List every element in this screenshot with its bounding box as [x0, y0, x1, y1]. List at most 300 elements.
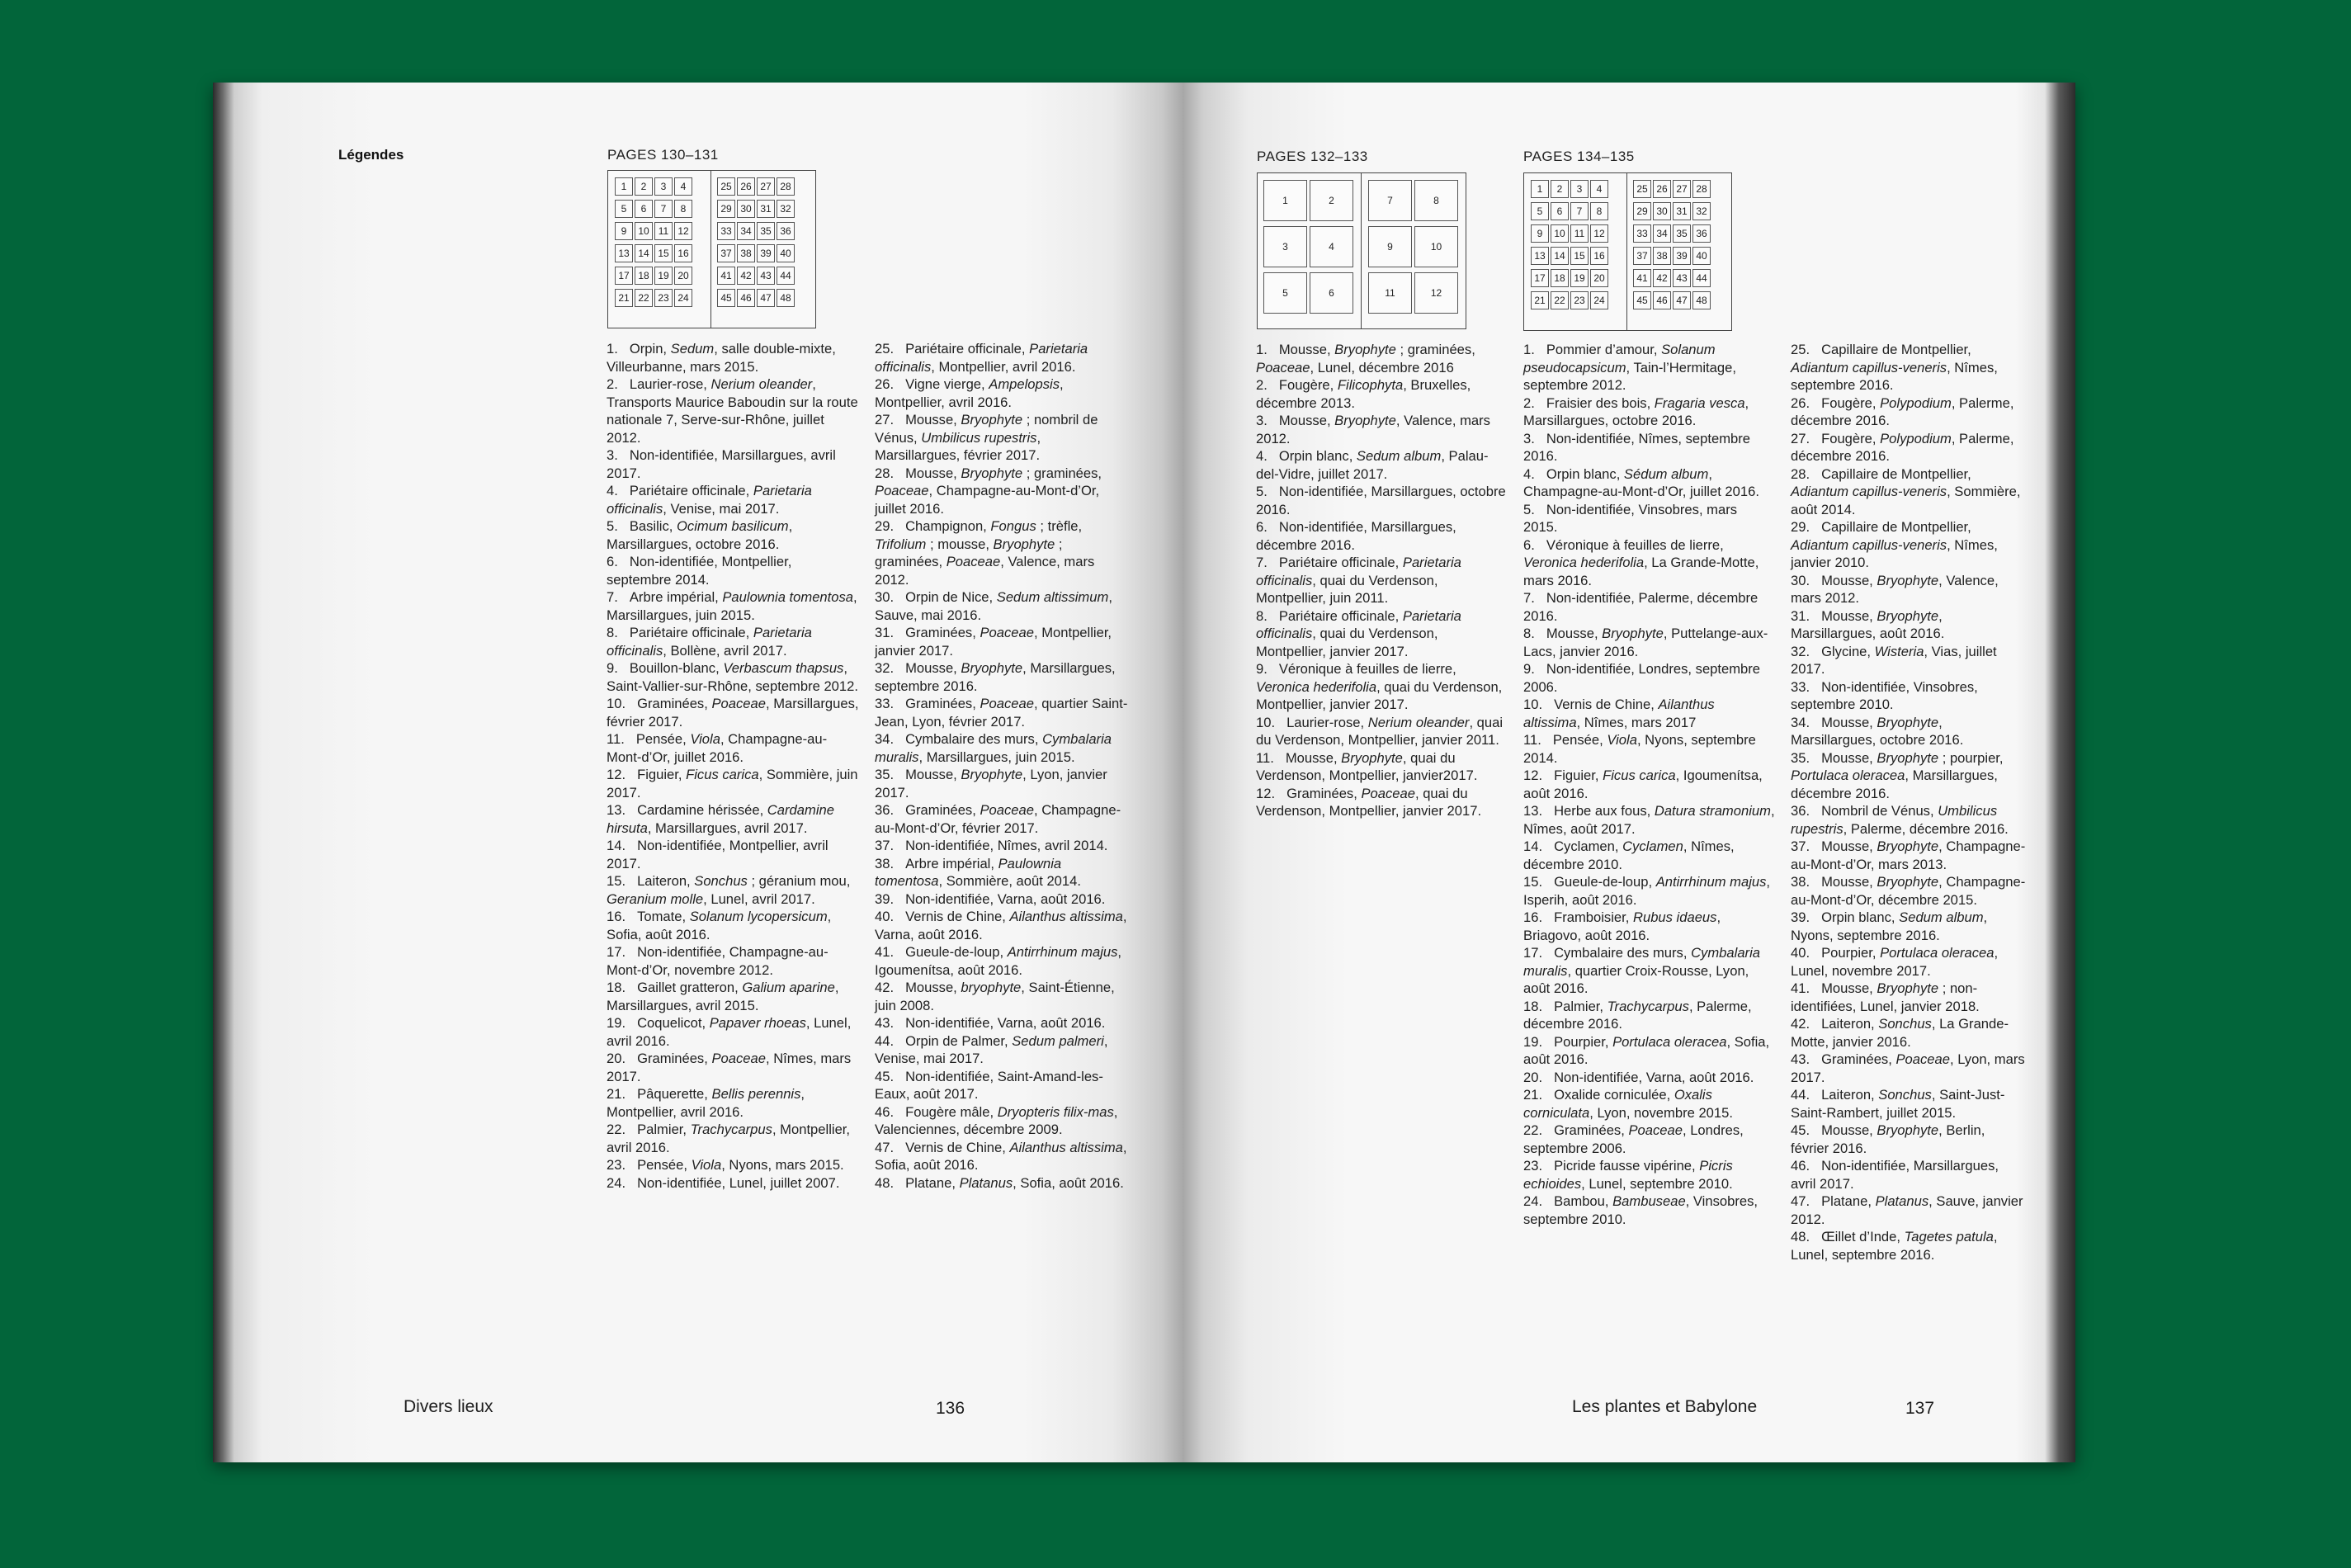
- caption-number: 15.: [1523, 874, 1543, 890]
- grid-cell: 15: [1570, 247, 1589, 265]
- caption-text: Laiteron, Sonchus ; géranium mou, Geranium molle, Lunel, avril 2017.: [607, 873, 851, 907]
- group-label-132-133: PAGES 132–133: [1257, 149, 1368, 164]
- grid-cell: 15: [654, 244, 673, 262]
- caption-number: 1.: [1256, 342, 1268, 357]
- caption-entry: [875, 730, 1129, 766]
- grid-cell: 31: [757, 200, 775, 218]
- grid-cell: 30: [1653, 202, 1671, 220]
- caption-entry: [1791, 465, 2026, 519]
- grid-cell: 26: [737, 177, 755, 196]
- caption-text: Fraisier des bois, Fragaria vesca, Marsillargues, octobre 2016.: [1523, 394, 1749, 428]
- caption-text: Non-identifiée, Varna, août 2016.: [1554, 1069, 1754, 1085]
- caption-number: 8.: [1523, 626, 1535, 641]
- caption-text: Gueule-de-loup, Antirrhinum majus, Isperih, août 2016.: [1523, 874, 1771, 908]
- caption-number: 21.: [1523, 1087, 1543, 1103]
- caption-number: 11.: [1256, 749, 1274, 766]
- caption-number: 12.: [1256, 785, 1276, 801]
- caption-text: Gueule-de-loup, Antirrhinum majus, Igoumenítsa, août 2016.: [875, 944, 1122, 978]
- caption-text: Glycine, Wisteria, Vias, juillet 2017.: [1791, 643, 1997, 677]
- caption-text: Pariétaire officinale, Parietaria officinalis, Venise, mai 2017.: [607, 483, 812, 517]
- caption-entry: [607, 766, 860, 801]
- right-page: [1183, 83, 2075, 1462]
- page-number: 137: [1905, 1399, 1935, 1418]
- caption-text: Platane, Platanus, Sofia, août 2016.: [905, 1174, 1124, 1191]
- caption-entry: [875, 855, 1129, 890]
- caption-text: Graminées, Poaceae, Nîmes, mars 2017.: [607, 1051, 852, 1084]
- caption-text: Pensée, Viola, Nyons, septembre 2014.: [1523, 732, 1756, 766]
- grid-cell: 43: [757, 267, 775, 285]
- caption-entry: [1791, 1157, 2026, 1193]
- caption-text: Cyclamen, Cyclamen, Nîmes, décembre 2010.: [1523, 838, 1735, 872]
- caption-text: Laiteron, Sonchus, Saint-Just-Saint-Rambert, juillet 2015.: [1791, 1087, 2005, 1121]
- caption-number: 3.: [1256, 413, 1268, 428]
- caption-text: Laurier-rose, Nerium oleander, Transports Maurice Baboudin sur la route nationale 7, Serve-sur-Rhône, juillet 2012.: [607, 376, 858, 446]
- caption-entry: [1523, 696, 1775, 731]
- caption-number: 24.: [1523, 1193, 1543, 1209]
- caption-number: 21.: [607, 1086, 626, 1102]
- caption-text: Non-identifiée, Marsillargues, octobre 2016.: [1256, 484, 1506, 517]
- layout-grid-48: [1523, 172, 1732, 331]
- grid-cell: 33: [717, 222, 735, 240]
- caption-text: Coquelicot, Papaver rhoeas, Lunel, avril 2016.: [607, 1015, 852, 1049]
- caption-text: Arbre impérial, Paulownia tomentosa, Sommière, août 2014.: [875, 855, 1081, 889]
- caption-text: Palmier, Trachycarpus, Montpellier, avril 2016.: [607, 1122, 851, 1155]
- caption-text: Non-identifiée, Lunel, juillet 2007.: [637, 1174, 840, 1191]
- caption-text: Mousse, Bryophyte, Puttelange-aux-Lacs, janvier 2016.: [1523, 626, 1768, 659]
- caption-text: Mousse, Bryophyte, Berlin, février 2016.: [1791, 1122, 1985, 1156]
- grid-cell: 39: [757, 244, 775, 262]
- caption-text: Basilic, Ocimum basilicum, Marsillargues, octobre 2016.: [607, 518, 793, 552]
- caption-entry: [1791, 1051, 2026, 1086]
- caption-text: Mousse, Bryophyte, Valence, mars 2012.: [1791, 572, 1999, 606]
- caption-number: 10.: [607, 696, 626, 711]
- caption-text: Véronique à feuilles de lierre, Veronica hederifolia, quai du Verdenson, Montpellier, janvier 2017.: [1256, 661, 1503, 712]
- caption-entry: [1791, 1122, 2026, 1157]
- grid-cell: 32: [1692, 202, 1711, 220]
- caption-entry: [1523, 909, 1775, 944]
- layout-grid-12: [1257, 172, 1466, 329]
- caption-entry: [1523, 944, 1775, 998]
- caption-entry: [1523, 998, 1775, 1033]
- grid-cell: 10: [1414, 226, 1458, 267]
- caption-text: Non-identifiée, Varna, août 2016.: [905, 1015, 1106, 1031]
- caption-entry: [607, 517, 860, 553]
- caption-number: 44.: [1791, 1087, 1810, 1103]
- caption-entry: [875, 943, 1129, 979]
- caption-number: 3.: [607, 447, 618, 463]
- caption-text: Bambou, Bambuseae, Vinsobres, septembre 2010.: [1523, 1193, 1758, 1227]
- caption-number: 16.: [1523, 909, 1543, 925]
- grid-cell: 40: [777, 244, 795, 262]
- grid-cell: 6: [635, 200, 653, 218]
- grid-cell: 22: [1551, 291, 1569, 309]
- caption-entry: [1256, 483, 1506, 518]
- caption-number: 41.: [1791, 980, 1810, 996]
- grid-cell: 38: [1653, 247, 1671, 265]
- caption-number: 34.: [875, 731, 895, 747]
- caption-text: Capillaire de Montpellier, Adiantum capillus-veneris, Nîmes, septembre 2016.: [1791, 342, 1998, 393]
- grid-cell: 47: [1673, 291, 1691, 309]
- caption-entry: [1791, 572, 2026, 607]
- caption-number: 43.: [1791, 1051, 1810, 1067]
- caption-number: 46.: [875, 1103, 895, 1120]
- grid-cell: 4: [1310, 226, 1353, 267]
- caption-entry: [1523, 767, 1775, 802]
- caption-entry: [875, 890, 1129, 909]
- group-label-130-131: PAGES 130–131: [607, 147, 719, 163]
- caption-entry: [875, 340, 1129, 375]
- caption-text: Non-identifiée, Marsillargues, avril 2017.: [607, 447, 836, 481]
- grid-cell: 8: [674, 200, 692, 218]
- caption-number: 45.: [875, 1068, 895, 1084]
- caption-entry: [1791, 944, 2026, 980]
- caption-text: Non-identifiée, Montpellier, septembre 2014.: [607, 554, 792, 588]
- caption-entry: [1791, 1015, 2026, 1051]
- caption-number: 9.: [1523, 661, 1535, 677]
- caption-number: 48.: [1791, 1229, 1810, 1244]
- caption-text: Arbre impérial, Paulownia tomentosa, Marsillargues, juin 2015.: [607, 589, 857, 623]
- caption-entry: [607, 1014, 860, 1050]
- grid-cell: 41: [1633, 269, 1651, 287]
- page-number: 136: [936, 1399, 965, 1418]
- caption-number: 27.: [1791, 430, 1810, 446]
- caption-text: Mousse, Bryophyte ; graminées, Poaceae, Champagne-au-Mont-d’Or, juillet 2016.: [875, 465, 1102, 517]
- caption-number: 31.: [875, 625, 895, 640]
- grid-cell: 29: [717, 200, 735, 218]
- caption-number: 36.: [875, 802, 895, 818]
- caption-entry: [1523, 660, 1775, 696]
- grid-cell: 11: [1570, 224, 1589, 243]
- caption-entry: [607, 1085, 860, 1121]
- caption-text: Non-identifiée, Nîmes, avril 2014.: [905, 838, 1108, 853]
- grid-cell: 41: [717, 267, 735, 285]
- caption-number: 13.: [1523, 803, 1543, 819]
- caption-entry: [607, 553, 860, 588]
- caption-entry: [1791, 678, 2026, 714]
- grid-divider: [1361, 173, 1362, 328]
- caption-text: Figuier, Ficus carica, Sommière, juin 2017.: [607, 767, 858, 801]
- footer-section-title: Divers lieux: [404, 1397, 493, 1416]
- caption-text: Pensée, Viola, Champagne-au-Mont-d’Or, juillet 2016.: [607, 731, 828, 765]
- captions-column-1: [607, 340, 860, 1192]
- grid-cell: 11: [654, 222, 673, 240]
- caption-number: 47.: [875, 1139, 895, 1155]
- caption-entry: [875, 411, 1129, 465]
- grid-cell: 31: [1673, 202, 1691, 220]
- grid-cell: 17: [615, 267, 633, 285]
- caption-entry: [607, 375, 860, 446]
- caption-text: Graminées, Poaceae, quartier Saint-Jean, Lyon, février 2017.: [875, 696, 1128, 730]
- caption-number: 18.: [1523, 998, 1543, 1014]
- grid-cell: 43: [1673, 269, 1691, 287]
- caption-entry: [607, 979, 860, 1014]
- caption-text: Fougère mâle, Dryopteris filix-mas, Valenciennes, décembre 2009.: [875, 1103, 1118, 1137]
- caption-number: 32.: [875, 660, 895, 676]
- caption-text: Orpin blanc, Sedum album, Palau-del-Vidre, juillet 2017.: [1256, 448, 1489, 482]
- caption-number: 33.: [1791, 678, 1810, 695]
- caption-text: Fougère, Polypodium, Palerme, décembre 2016.: [1791, 430, 2014, 464]
- caption-entry: [1791, 838, 2026, 873]
- caption-entry: [1791, 1228, 2026, 1263]
- caption-number: 29.: [1791, 519, 1810, 535]
- caption-entry: [1523, 838, 1775, 873]
- caption-text: Mousse, Bryophyte, Champagne-au-Mont-d’Or, décembre 2015.: [1791, 874, 2026, 908]
- caption-text: Pariétaire officinale, Parietaria officinalis, quai du Verdenson, Montpellier, juin 2011.: [1256, 555, 1461, 606]
- grid-cell: 37: [717, 244, 735, 262]
- caption-number: 3.: [1523, 430, 1535, 446]
- caption-number: 30.: [875, 589, 895, 605]
- grid-cell: 22: [635, 289, 653, 307]
- caption-text: Cymbalaire des murs, Cymbalaria muralis, Marsillargues, juin 2015.: [875, 731, 1112, 765]
- caption-text: Orpin blanc, Sedum album, Nyons, septembre 2016.: [1791, 909, 1988, 943]
- caption-number: 24.: [607, 1174, 626, 1191]
- grid-cell: 10: [1551, 224, 1569, 243]
- caption-number: 7.: [607, 589, 618, 605]
- caption-entry: [607, 340, 860, 375]
- caption-text: Vigne vierge, Ampelopsis, Montpellier, avril 2016.: [875, 376, 1064, 410]
- caption-text: Nombril de Vénus, Umbilicus rupestris, Palerme, décembre 2016.: [1791, 803, 2009, 837]
- grid-cell: 6: [1551, 202, 1569, 220]
- caption-entry: [1791, 1193, 2026, 1228]
- caption-number: 32.: [1791, 643, 1810, 659]
- caption-text: Non-identifiée, Vinsobres, mars 2015.: [1523, 501, 1738, 535]
- layout-grid-48: [607, 170, 816, 328]
- grid-cell: 21: [1531, 291, 1549, 309]
- caption-entry: [1256, 518, 1506, 554]
- caption-entry: [875, 1103, 1129, 1139]
- caption-number: 20.: [1523, 1069, 1543, 1085]
- grid-cell: 20: [1590, 269, 1608, 287]
- captions-column-1: [1256, 341, 1506, 820]
- caption-entry: [1791, 394, 2026, 430]
- grid-cell: 20: [674, 267, 692, 285]
- caption-entry: [875, 659, 1129, 695]
- grid-cell: 21: [615, 289, 633, 307]
- footer-section-title: Les plantes et Babylone: [1572, 1397, 1758, 1416]
- caption-number: 27.: [875, 412, 895, 427]
- caption-text: Graminées, Poaceae, quai du Verdenson, Montpellier, janvier 2017.: [1256, 785, 1482, 819]
- grid-cell: 14: [635, 244, 653, 262]
- caption-text: Pâquerette, Bellis perennis, Montpellier, avril 2016.: [607, 1086, 805, 1120]
- caption-text: Orpin blanc, Sédum album, Champagne-au-Mont-d’Or, juillet 2016.: [1523, 465, 1759, 499]
- caption-number: 4.: [1523, 465, 1535, 482]
- grid-cell: 48: [777, 289, 795, 307]
- caption-text: Mousse, Bryophyte ; non-identifiées, Lunel, janvier 2018.: [1791, 980, 1980, 1014]
- caption-number: 40.: [875, 909, 895, 924]
- caption-entry: [875, 801, 1129, 837]
- caption-number: 5.: [1523, 501, 1535, 517]
- grid-cell: 25: [1633, 180, 1651, 198]
- grid-cell: 23: [1570, 291, 1589, 309]
- grid-cell: 12: [674, 222, 692, 240]
- caption-text: Mousse, Bryophyte, Marsillargues, septembre 2016.: [875, 660, 1116, 694]
- caption-text: Bouillon-blanc, Verbascum thapsus, Saint-Vallier-sur-Rhône, septembre 2012.: [607, 660, 858, 694]
- caption-number: 4.: [1256, 448, 1268, 464]
- caption-entry: [875, 517, 1129, 588]
- caption-text: Pommier d’amour, Solanum pseudocapsicum, Tain-l’Hermitage, septembre 2012.: [1523, 342, 1736, 393]
- caption-number: 10.: [1523, 697, 1543, 712]
- caption-number: 17.: [607, 944, 626, 960]
- caption-text: Vernis de Chine, Ailanthus altissima, Sofia, août 2016.: [875, 1139, 1127, 1173]
- caption-number: 22.: [607, 1122, 626, 1137]
- caption-text: Pariétaire officinale, Parietaria officinalis, Montpellier, avril 2016.: [875, 341, 1088, 375]
- grid-cell: 48: [1692, 291, 1711, 309]
- caption-number: 28.: [875, 465, 895, 481]
- caption-entry: [1256, 376, 1506, 412]
- book-spread: [213, 83, 2075, 1462]
- caption-text: Pensée, Viola, Nyons, mars 2015.: [637, 1157, 844, 1173]
- caption-number: 45.: [1791, 1122, 1810, 1138]
- captions-column-2: [1523, 341, 1775, 1228]
- caption-number: 5.: [1256, 484, 1268, 499]
- caption-text: Mousse, Bryophyte, Marsillargues, août 2016.: [1791, 607, 1945, 641]
- grid-cell: 27: [1673, 180, 1691, 198]
- caption-entry: [875, 1068, 1129, 1103]
- caption-number: 7.: [1523, 590, 1535, 606]
- caption-text: Fougère, Polypodium, Palerme, décembre 2016.: [1791, 394, 2014, 428]
- caption-number: 38.: [1791, 874, 1810, 890]
- caption-entry: [1523, 394, 1775, 430]
- caption-number: 48.: [875, 1174, 895, 1191]
- caption-entry: [1256, 447, 1506, 483]
- caption-entry: [1791, 1086, 2026, 1122]
- caption-number: 39.: [1791, 909, 1810, 925]
- grid-cell: 23: [654, 289, 673, 307]
- grid-cell: 8: [1590, 202, 1608, 220]
- caption-entry: [1256, 714, 1506, 749]
- caption-number: 17.: [1523, 945, 1543, 961]
- grid-cell: 28: [1692, 180, 1711, 198]
- grid-cell: 29: [1633, 202, 1651, 220]
- caption-number: 30.: [1791, 572, 1810, 588]
- grid-cell: 39: [1673, 247, 1691, 265]
- caption-number: 41.: [875, 944, 895, 960]
- left-page: [213, 83, 1183, 1462]
- caption-text: Picride fausse vipérine, Picris echioides, Lunel, septembre 2010.: [1523, 1158, 1733, 1192]
- caption-entry: [607, 943, 860, 979]
- caption-text: Palmier, Trachycarpus, Palerme, décembre 2016.: [1523, 998, 1752, 1032]
- caption-text: Non-identifiée, Nîmes, septembre 2016.: [1523, 430, 1751, 464]
- grid-cell: 24: [674, 289, 692, 307]
- grid-cell: 35: [1673, 224, 1691, 243]
- caption-entry: [607, 908, 860, 943]
- caption-text: Tomate, Solanum lycopersicum, Sofia, août 2016.: [607, 909, 832, 942]
- grid-cell: 25: [717, 177, 735, 196]
- grid-cell: 34: [737, 222, 755, 240]
- caption-number: 14.: [607, 838, 626, 853]
- grid-cell: 34: [1653, 224, 1671, 243]
- caption-text: Mousse, Bryophyte, Lyon, janvier 2017.: [875, 767, 1107, 801]
- caption-number: 2.: [607, 376, 618, 392]
- caption-number: 25.: [875, 341, 895, 357]
- caption-text: Orpin, Sedum, salle double-mixte, Villeurbanne, mars 2015.: [607, 341, 836, 375]
- caption-entry: [875, 588, 1129, 624]
- caption-entry: [1256, 412, 1506, 447]
- caption-entry: [1256, 785, 1506, 820]
- caption-number: 12.: [1523, 767, 1543, 783]
- grid-cell: 36: [777, 222, 795, 240]
- caption-text: Graminées, Poaceae, Montpellier, janvier 2017.: [875, 625, 1112, 659]
- caption-entry: [1791, 802, 2026, 838]
- caption-entry: [607, 1050, 860, 1085]
- grid-cell: 3: [1570, 180, 1589, 198]
- caption-text: Figuier, Ficus carica, Igoumenítsa, août 2016.: [1523, 767, 1763, 801]
- caption-text: Pourpier, Portulaca oleracea, Lunel, novembre 2017.: [1791, 945, 1999, 979]
- caption-text: Herbe aux fous, Datura stramonium, Nîmes, août 2017.: [1523, 803, 1775, 837]
- caption-entry: [1791, 518, 2026, 572]
- caption-text: Non-identifiée, Marsillargues, décembre 2016.: [1256, 519, 1456, 553]
- caption-entry: [875, 1032, 1129, 1068]
- caption-entry: [607, 482, 860, 517]
- caption-entry: [607, 730, 860, 766]
- caption-text: Pourpier, Portulaca oleracea, Sofia, août 2016.: [1523, 1033, 1770, 1067]
- grid-cell: 18: [635, 267, 653, 285]
- caption-number: 26.: [875, 376, 895, 392]
- grid-cell: 45: [717, 289, 735, 307]
- caption-number: 2.: [1523, 394, 1535, 411]
- grid-cell: 44: [777, 267, 795, 285]
- caption-number: 35.: [875, 767, 895, 782]
- grid-cell: 35: [757, 222, 775, 240]
- grid-cell: 24: [1590, 291, 1608, 309]
- captions-column-3: [1791, 341, 2026, 1263]
- grid-cell: 3: [654, 177, 673, 196]
- caption-text: Fougère, Filicophyta, Bruxelles, décembre 2013.: [1256, 377, 1471, 411]
- grid-cell: 32: [777, 200, 795, 218]
- caption-entry: [1256, 749, 1506, 785]
- grid-cell: 1: [615, 177, 633, 196]
- grid-cell: 42: [1653, 269, 1671, 287]
- grid-cell: 7: [654, 200, 673, 218]
- grid-cell: 17: [1531, 269, 1549, 287]
- grid-cell: 9: [615, 222, 633, 240]
- grid-cell: 2: [635, 177, 653, 196]
- caption-entry: [875, 1174, 1129, 1193]
- grid-cell: 45: [1633, 291, 1651, 309]
- grid-cell: 6: [1310, 272, 1353, 314]
- caption-text: Non-identifiée, Vinsobres, septembre 2010.: [1791, 678, 1978, 712]
- caption-entry: [607, 446, 860, 482]
- caption-text: Graminées, Poaceae, Marsillargues, février 2017.: [607, 696, 859, 730]
- grid-cell: 30: [737, 200, 755, 218]
- caption-entry: [607, 1121, 860, 1156]
- grid-cell: 40: [1692, 247, 1711, 265]
- grid-cell: 13: [1531, 247, 1549, 265]
- grid-cell: 16: [674, 244, 692, 262]
- caption-text: Non-identifiée, Londres, septembre 2006.: [1523, 661, 1761, 695]
- grid-cell: 37: [1633, 247, 1651, 265]
- caption-text: Vernis de Chine, Ailanthus altissima, Nîmes, mars 2017: [1523, 697, 1715, 730]
- caption-text: Mousse, bryophyte, Saint-Étienne, juin 2008.: [875, 980, 1115, 1013]
- caption-entry: [875, 1139, 1129, 1174]
- caption-number: 35.: [1791, 749, 1810, 766]
- caption-text: Non-identifiée, Saint-Amand-les-Eaux, août 2017.: [875, 1068, 1103, 1102]
- caption-number: 11.: [607, 731, 625, 747]
- caption-entry: [1791, 873, 2026, 909]
- caption-number: 7.: [1256, 555, 1268, 570]
- caption-entry: [1791, 643, 2026, 678]
- caption-entry: [607, 801, 860, 837]
- caption-entry: [1523, 1122, 1775, 1157]
- caption-text: Champignon, Fongus ; trèfle, Trifolium ; mousse, Bryophyte ; graminées, Poaceae, Valence, mars 2012.: [875, 518, 1095, 588]
- grid-cell: 11: [1368, 272, 1412, 314]
- caption-entry: [875, 979, 1129, 1014]
- caption-entry: [1256, 554, 1506, 607]
- caption-entry: [1523, 430, 1775, 465]
- caption-number: 37.: [875, 838, 895, 853]
- caption-text: Non-identifiée, Montpellier, avril 2017.: [607, 838, 829, 871]
- caption-number: 36.: [1791, 803, 1810, 819]
